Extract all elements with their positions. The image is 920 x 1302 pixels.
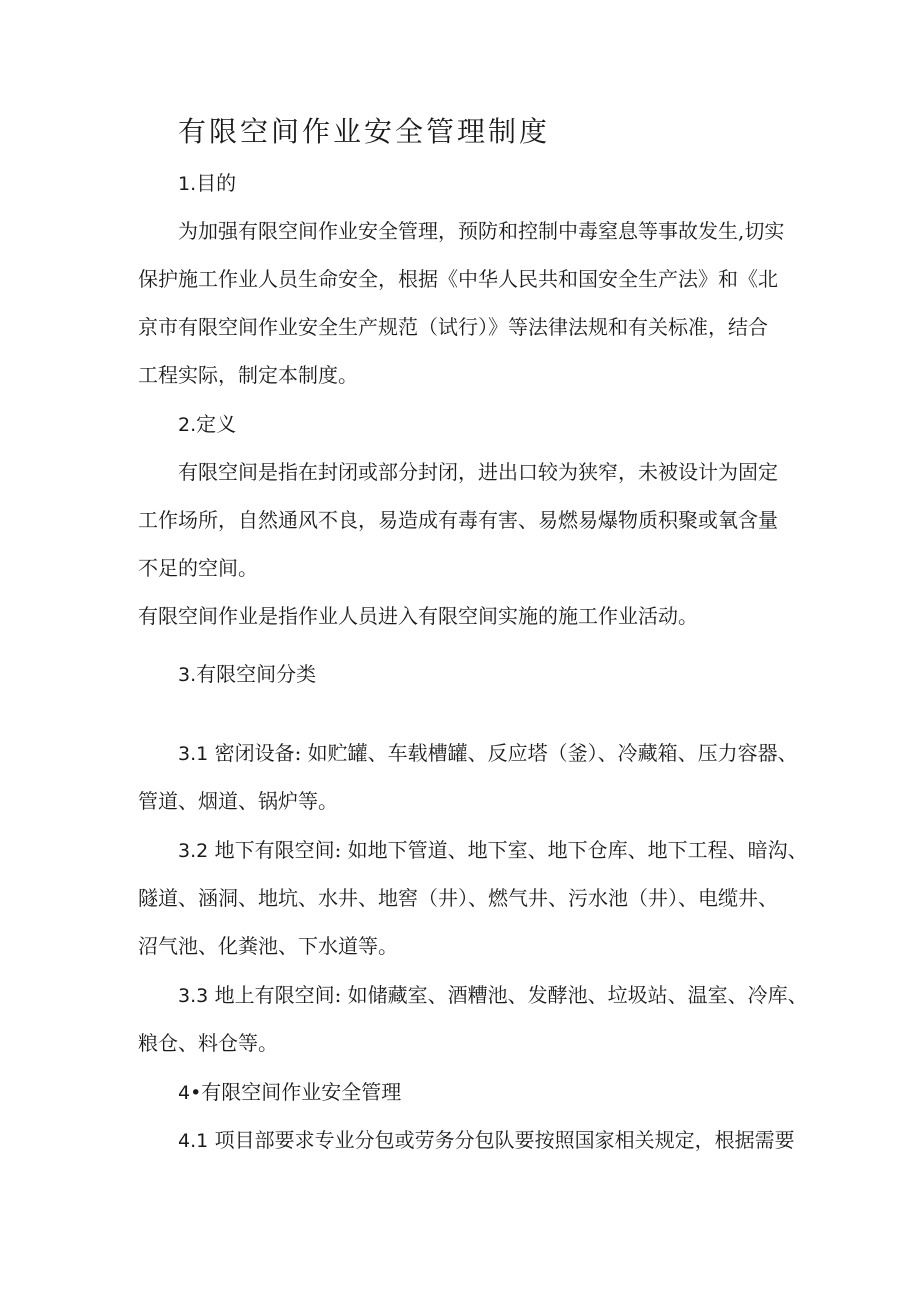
section-number: 1. (178, 173, 197, 195)
section-number: 2. (178, 414, 197, 436)
list-item (178, 738, 798, 769)
section-number: 4• (178, 1082, 202, 1104)
paragraph-line: 有限空间作业是指作业人员进入有限空间实施的施工作业活动。 (138, 604, 698, 628)
paragraph-line: 隧道、涵洞、地坑、水井、地窖（井）、燃气井、污水池（井）、电缆井、 (138, 886, 778, 910)
item-number: 3.2 (178, 840, 209, 862)
paragraph-line: 保护施工作业人员生命安全，根据《中华人民共和国安全生产法》和《北 (138, 267, 778, 291)
item-text: 地下有限空间: 如地下管道、地下室、地下仓库、地下工程、暗沟、 (214, 838, 808, 862)
paragraph-line: 工作场所，自然通风不良，易造成有毒有害、易燃易爆物质积聚或氧含量 (138, 508, 778, 532)
section-number: 3. (178, 664, 197, 686)
list-item (178, 1125, 795, 1156)
paragraph-line: 沼气池、化粪池、下水道等。 (138, 934, 398, 958)
section-heading-purpose (178, 168, 236, 199)
list-item (178, 835, 808, 866)
paragraph-line: 粮仓、料仓等。 (138, 1031, 278, 1055)
section-heading-safety-management (178, 1077, 401, 1108)
item-text: 密闭设备: 如贮罐、车载槽罐、反应塔（釜）、冷藏箱、压力容器、 (214, 741, 798, 765)
list-item (178, 980, 808, 1011)
paragraph-line: 有限空间是指在封闭或部分封闭，进出口较为狭窄，未被设计为固定 (178, 460, 778, 484)
section-heading-text: 定义 (196, 412, 237, 436)
section-heading-text: 有限空间分类 (196, 662, 317, 686)
section-heading-text: 目的 (196, 171, 237, 195)
document-title: 有限空间作业安全管理制度 (178, 115, 551, 148)
paragraph-line: 工程实际，制定本制度。 (138, 363, 358, 387)
item-number: 3.1 (178, 743, 209, 765)
paragraph-line: 京市有限空间作业安全生产规范（试行）》等法律法规和有关标准，结合 (138, 315, 768, 339)
item-text: 项目部要求专业分包或劳务分包队要按照国家相关规定，根据需要 (214, 1128, 795, 1152)
section-heading-text: 有限空间作业安全管理 (201, 1080, 402, 1104)
section-heading-classification (178, 659, 316, 690)
paragraph-line: 为加强有限空间作业安全管理，预防和控制中毒窒息等事故发生,切实 (178, 219, 785, 243)
item-number: 4.1 (178, 1130, 209, 1152)
item-number: 3.3 (178, 985, 209, 1007)
paragraph-line: 管道、烟道、锅炉等。 (138, 789, 338, 813)
item-text: 地上有限空间: 如储藏室、酒糟池、发酵池、垃圾站、温室、冷库、 (214, 983, 808, 1007)
section-heading-definition (178, 409, 236, 440)
paragraph-line: 不足的空间。 (138, 556, 258, 580)
